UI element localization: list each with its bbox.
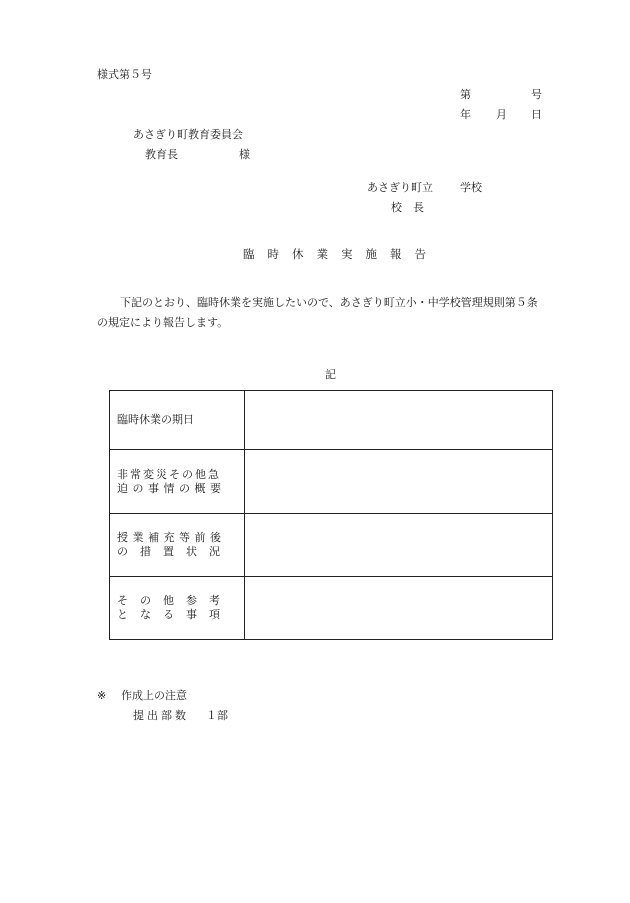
body-line-2: の規定により報告します。: [97, 316, 229, 329]
row-label-date: [110, 391, 245, 450]
notes-heading: 作成上の注意: [121, 689, 187, 702]
addressee-org: あさぎり町教育委員会: [133, 128, 243, 141]
table-row: [110, 391, 553, 450]
ki-mark: 記: [325, 368, 336, 381]
label-text: 授業補充等前後: [117, 531, 226, 544]
row-value-date[interactable]: [245, 391, 553, 450]
addressee-honorific: 様: [239, 148, 250, 161]
row-value-measures[interactable]: [245, 514, 553, 577]
notes-item-label: 提出部数: [133, 709, 189, 722]
row-label-other: [110, 577, 245, 640]
notes-mark: ※: [97, 689, 107, 702]
date-day: 日: [531, 108, 542, 121]
table-row: [110, 514, 553, 577]
sender-school: あさぎり町立: [367, 181, 433, 194]
form-number: 様式第５号: [97, 68, 152, 81]
body-line-1: 下記のとおり、臨時休業を実施したいので、あさぎり町立小・中学校管理規則第５条: [120, 296, 538, 309]
label-text: の措置状況: [117, 545, 232, 558]
report-table: [109, 390, 553, 640]
doc-number-go: 号: [531, 88, 542, 101]
table-row: [110, 577, 553, 640]
doc-title: 臨時休業実施報告: [243, 247, 439, 261]
label-text: その他参考: [117, 594, 232, 607]
row-value-disaster[interactable]: [245, 450, 553, 514]
label-text: 臨時休業の期日: [117, 413, 194, 426]
row-value-other[interactable]: [245, 577, 553, 640]
row-label-measures: [110, 514, 245, 577]
label-text: 非常変災その他急: [117, 467, 221, 481]
sender-school-suffix: 学校: [460, 181, 482, 194]
addressee-title: 教育長: [145, 148, 178, 161]
date-month: 月: [496, 108, 507, 121]
notes-item-value: １部: [206, 709, 228, 722]
table-row: [110, 450, 553, 514]
label-text: となる事項: [117, 608, 232, 621]
sender-principal: 校長: [391, 201, 435, 214]
date-year: 年: [460, 108, 471, 121]
label-text: 迫の事情の概要: [117, 481, 226, 495]
row-label-line: [117, 413, 230, 427]
doc-number-dai: 第: [460, 88, 471, 101]
row-label-disaster: [110, 450, 245, 514]
